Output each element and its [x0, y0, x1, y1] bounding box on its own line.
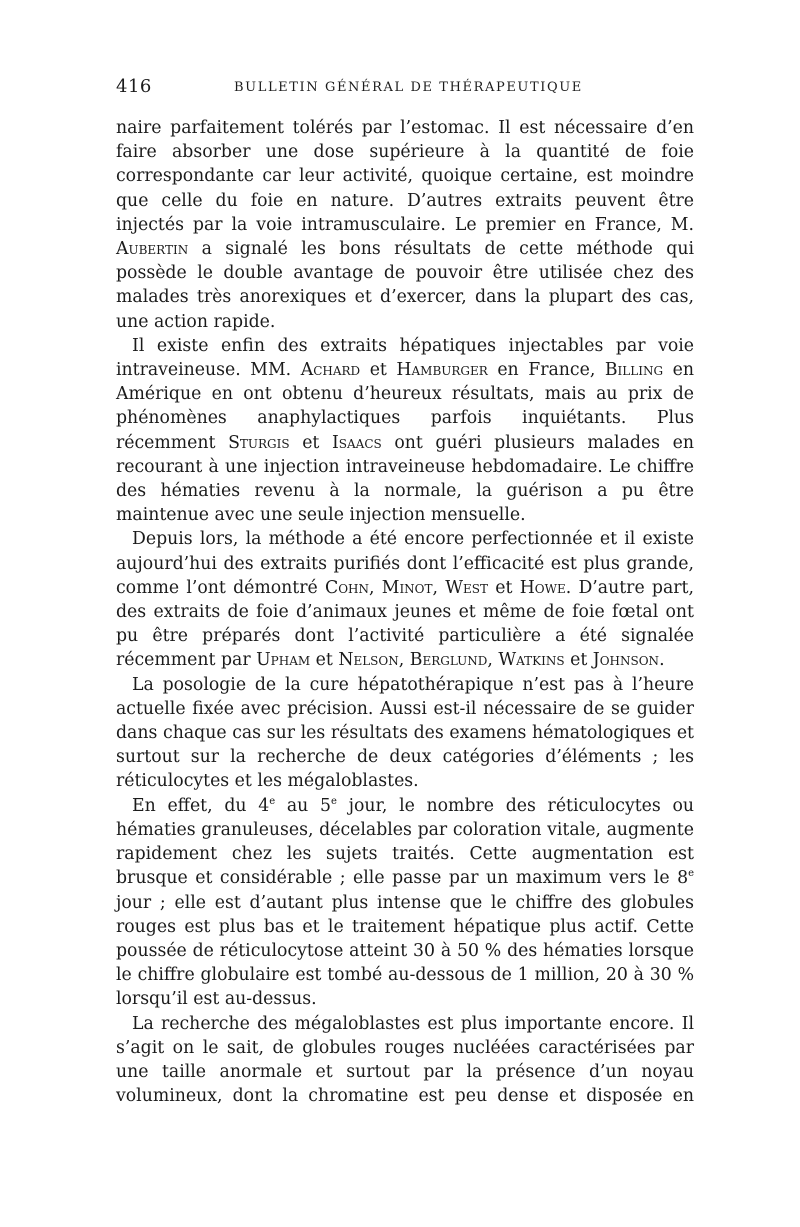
paragraph — [116, 116, 694, 334]
author-name: Billing — [604, 360, 664, 381]
text-run: jour ; elle est d’autant plus intense que le chiffre des globules rouges est plus bas et le traitement hépatique plus actif. Cette poussée de réticulocytose atteint 30 à 50 % des hématies lorsque le chiffre globulaire est tombé au-dessous de 1 million, 20 à 30 % lorsqu’il est au-dessus. — [116, 892, 694, 1010]
author-name: Upham — [256, 650, 311, 671]
ordinal-suffix: e — [269, 795, 276, 807]
paragraph — [116, 1012, 694, 1109]
text-run: et — [289, 432, 332, 453]
author-name: Sturgis — [228, 432, 290, 453]
text-run: en Amérique en ont obtenu d’heureux résultats, mais au prix de phénomènes anaphylactiques parfois inquiétants. Plus récemment — [116, 360, 694, 453]
text-run: . D’autre part, des extraits de foie d’animaux jeunes et même de foie fœtal ont pu être préparés dont l’activité particulière a été signalée récemment par — [116, 577, 694, 671]
running-title: BULLETIN GÉNÉRAL DE THÉRAPEUTIQUE — [234, 80, 583, 95]
ordinal-suffix: e — [688, 868, 694, 880]
text-run: et — [360, 360, 397, 381]
text-run: En effet, du 4 — [132, 795, 270, 816]
author-name: Howe — [519, 577, 566, 598]
text-run: en France, — [487, 360, 605, 381]
author-name: Hamburger — [396, 360, 488, 381]
text-run: et — [564, 650, 593, 671]
paragraph — [116, 794, 694, 1012]
text-run: au 5 — [275, 795, 331, 816]
text-run: naire parfaitement tolérés par l’estomac. Il est nécessaire d’en faire absorber une dose supérieure à la quantité de foie correspondante car leur activité, quoique certaine, est moindre que celle du foie en nature. D’autres extraits peuvent être injectés par la voie intramusculaire. Le premier en France, M. — [116, 118, 694, 235]
paragraph — [116, 673, 694, 794]
text-run: , — [487, 650, 499, 671]
text-run: , — [432, 577, 446, 598]
author-name: Nelson — [338, 650, 399, 671]
text-run: Depuis lors, la méthode a été encore perfectionnée et il existe aujourd’hui des extraits purifiés dont l’efficacité est plus grande, comme l’ont démontré — [116, 529, 694, 598]
text-run: La recherche des mégaloblastes est plus importante encore. Il s’agit on le sait, de globules rouges nucléées caractérisées par une taille anormale et surtout par la présence d’un noyau volumineux, dont la chromatine est peu dense et disposée en — [116, 1013, 694, 1107]
author-name: Berglund — [409, 650, 488, 671]
text-run: , — [398, 650, 410, 671]
text-run: et — [310, 650, 339, 671]
author-name: Minot — [381, 577, 433, 598]
text-run: La posologie de la cure hépatothérapique n’est pas à l’heure actuelle fixée avec précision. Aussi est-il nécessaire de se guider dans chaque cas sur les résultats des examens hématologiques et surtout sur la recherche de deux catégories d’éléments ; les réticulocytes et les mégaloblastes. — [116, 674, 694, 792]
author-name: Aubertin — [116, 239, 189, 260]
author-name: Achard — [300, 360, 361, 381]
page-number: 416 — [116, 76, 152, 97]
author-name: Watkins — [498, 650, 565, 671]
paragraph — [116, 334, 694, 528]
page-body — [116, 116, 694, 1108]
text-run: jour, le nombre des réticulocytes ou hématies granuleuses, décelables par coloration vitale, augmente rapidement chez les sujets traités. Cette augmentation est brusque et considérable ; elle passe par un maximum vers le 8 — [116, 795, 694, 889]
author-name: Cohn — [324, 577, 369, 598]
text-run: Il existe enfin des extraits hépatiques injectables par voie intraveineuse. MM. — [116, 335, 694, 381]
text-run: ont guéri plusieurs malades en recourant à une injection intraveineuse hebdomadaire. Le chiffre des hématies revenu à la normale, la guérison a pu être maintenue avec une seule injection mensuelle. — [116, 432, 694, 526]
ordinal-suffix: e — [330, 795, 337, 807]
paragraph — [116, 527, 694, 672]
text-run: , — [369, 577, 382, 598]
text-run: . — [659, 650, 665, 671]
author-name: Isaacs — [331, 432, 382, 453]
text-run: et — [488, 577, 520, 598]
author-name: Johnson — [592, 650, 660, 671]
page-header — [116, 76, 696, 100]
text-run: a signalé les bons résultats de cette méthode qui possède le double avantage de pouvoir être utilisée chez des malades très anorexiques et d’exercer, dans la plupart des cas, une action rapide. — [116, 239, 694, 332]
author-name: West — [445, 577, 489, 598]
